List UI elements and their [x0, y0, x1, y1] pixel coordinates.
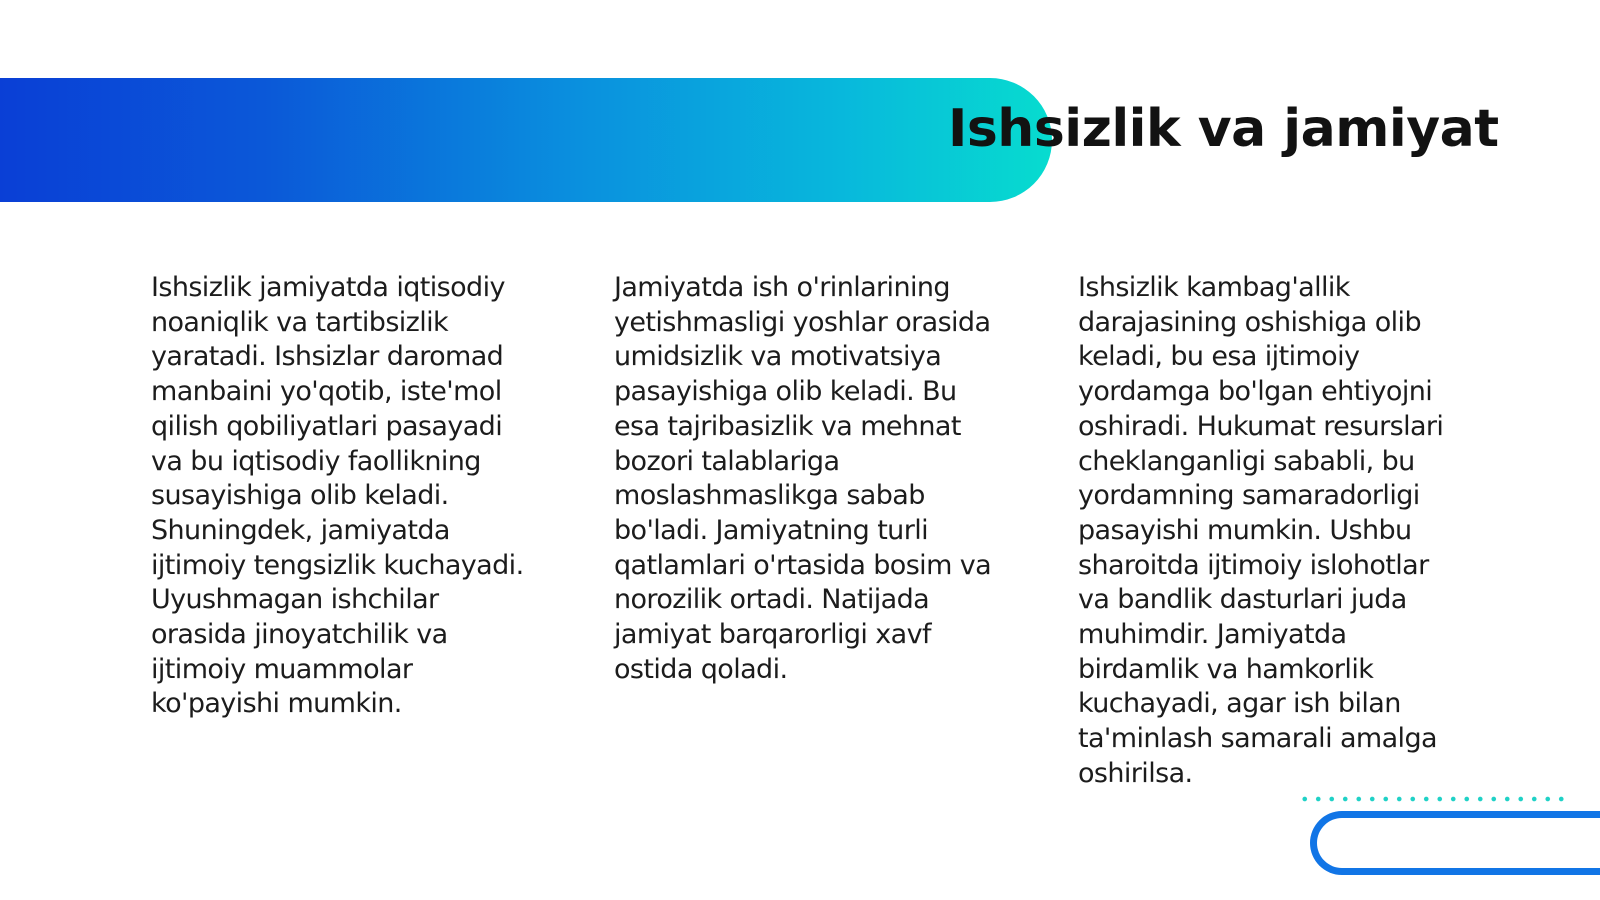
text-column-3: Ishsizlik kambag'allik darajasining oshishiga olib keladi, bu esa ijtimoiy yordamga bo'lgan ehtiyojni oshiradi. Hukumat resurslari cheklanganligi sababli, bu yordamning samaradorligi pasayishi mumkin. Ushbu sharoitda ijtimoiy islohotlar va bandlik dasturlari juda muhimdir. Jamiyatda birdamlik va hamkorlik kuchayadi, agar ish bilan ta'minlash samarali amalga oshirilsa. [1078, 272, 1444, 789]
slide-title: Ishsizlik va jamiyat [948, 99, 1499, 159]
header-gradient-band [0, 78, 1052, 202]
text-column-2: Jamiyatda ish o'rinlarining yetishmasligi yoshlar orasida umidsizlik va motivatsiya pasayishiga olib keladi. Bu esa tajribasizlik va mehnat bozori talablariga moslashmaslikga sabab bo'ladi. Jamiyatning turli qatlamlari o'rtasida bosim va norozilik ortadi. Natijada jamiyat barqarorligi xavf ostida qoladi. [614, 272, 992, 685]
text-column-1: Ishsizlik jamiyatda iqtisodiy noaniqlik va tartibsizlik yaratadi. Ishsizlar daromad manbaini yo'qotib, iste'mol qilish qobiliyatlari pasayadi va bu iqtisodiy faollikning susayishiga olib keladi. Shuningdek, jamiyatda ijtimoiy tengsizlik kuchayadi. Uyushmagan ishchilar orasida jinoyatchilik va ijtimoiy muammolar ko'payishi mumkin. [151, 272, 524, 720]
decorative-dot-row [1298, 796, 1570, 802]
decorative-rounded-outline [1310, 811, 1600, 875]
